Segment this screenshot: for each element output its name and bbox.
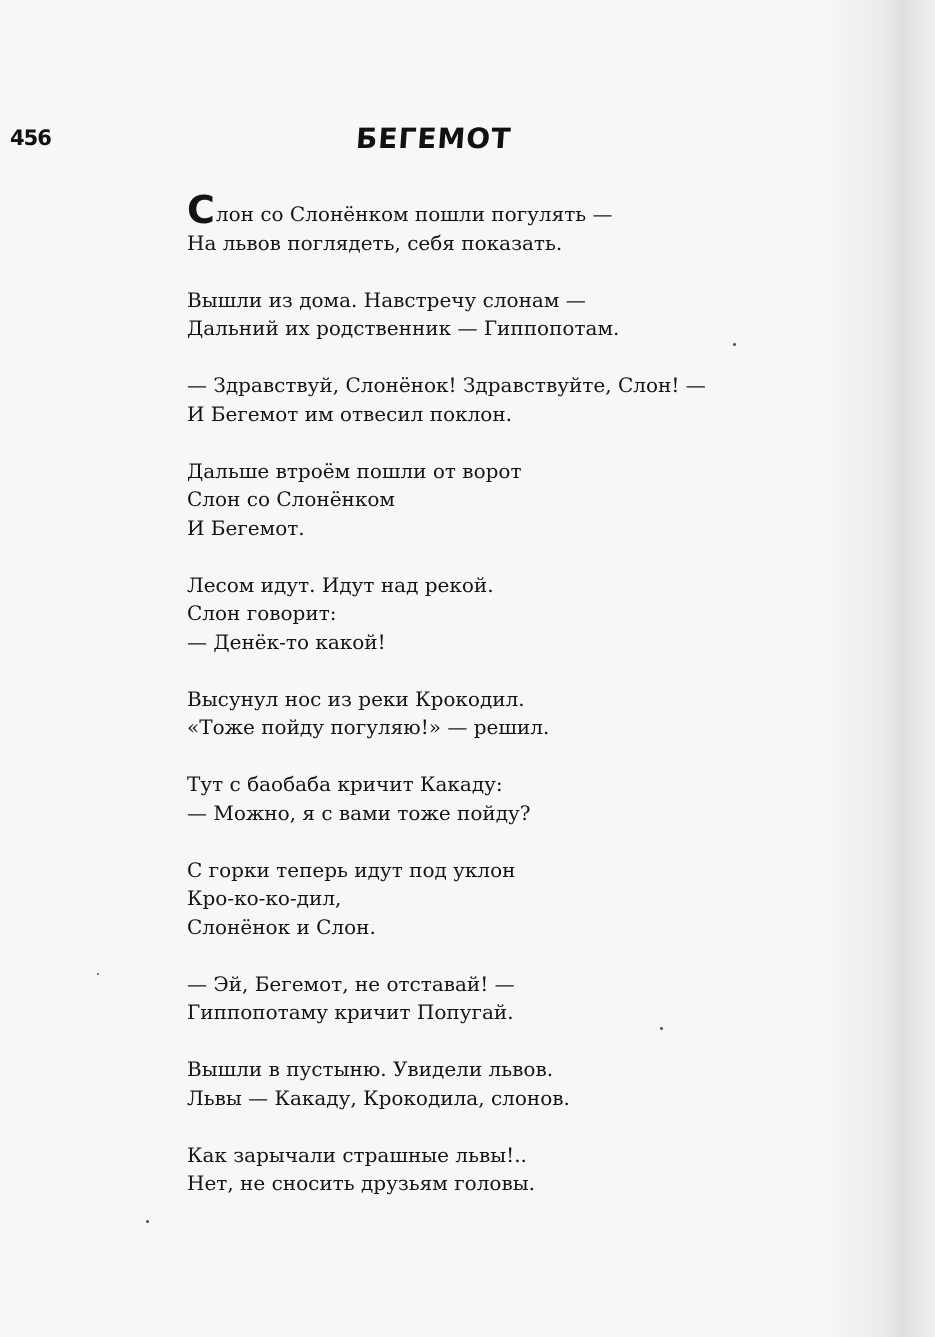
stanza [187, 770, 787, 827]
poem-line-text: лон со Слонёнком пошли погулять — [215, 202, 613, 226]
page-number: 456 [10, 126, 51, 150]
stanza [187, 685, 787, 742]
poem-line [187, 188, 787, 232]
poem-line: Вышли из дома. Навстречу слонам — [187, 287, 586, 312]
poem-title: БЕГЕМОТ [354, 122, 513, 155]
print-speck [733, 343, 736, 346]
poem-line: «Тоже пойду погуляю!» — решил. [187, 715, 550, 739]
poem-line: Львы — Какаду, Крокодила, слонов. [187, 1085, 570, 1110]
poem-line: Гиппопотаму кричит Попугай. [187, 1000, 514, 1024]
poem-line: С горки теперь идут под уклон [187, 857, 516, 882]
stanza [187, 371, 787, 428]
poem-line: Кро-ко-ко-дил, [187, 886, 342, 910]
poem-line: Слон говорит: [187, 601, 337, 625]
poem-line: Вышли в пустыню. Увидели львов. [187, 1057, 554, 1081]
print-speck [146, 1220, 149, 1223]
stanza [187, 856, 787, 942]
stanza [187, 286, 787, 343]
poem-line: Нет, не сносить друзьям головы. [187, 1171, 536, 1195]
poem-line: — Здравствуй, Слонёнок! Здравствуйте, Слон! — [187, 373, 706, 397]
stanza [187, 970, 787, 1027]
stanza [187, 457, 787, 543]
poem-line: На львов поглядеть, себя показать. [187, 230, 563, 255]
poem-line: Лесом идут. Идут над рекой. [187, 572, 494, 597]
poem-line: Дальше втроём пошли от ворот [187, 458, 522, 483]
poem-line: И Бегемот. [187, 515, 305, 540]
print-speck [660, 1027, 663, 1030]
stanza [187, 188, 787, 257]
print-speck [97, 973, 99, 975]
poem-line: Высунул нос из реки Крокодил. [187, 686, 525, 711]
poem-line: Как зарычали страшные львы!.. [187, 1142, 527, 1167]
poem-line: Слонёнок и Слон. [187, 914, 376, 939]
stanza [187, 1055, 787, 1112]
poem-body [187, 188, 787, 1226]
stanza [187, 571, 787, 657]
poem-line: — Денёк-то какой! [187, 629, 386, 654]
poem-line: И Бегемот им отвесил поклон. [187, 401, 513, 426]
poem-line: Слон со Слонёнком [187, 487, 395, 511]
drop-cap: С [187, 188, 215, 232]
poem-line: — Эй, Бегемот, не отставай! — [187, 971, 515, 996]
poem-line: Тут с баобаба кричит Какаду: [187, 772, 503, 796]
poem-line: — Можно, я с вами тоже пойду? [187, 800, 531, 825]
page-gutter-shadow [825, 0, 935, 1337]
stanza [187, 1141, 787, 1198]
poem-line: Дальний их родственник — Гиппопотам. [187, 316, 620, 340]
